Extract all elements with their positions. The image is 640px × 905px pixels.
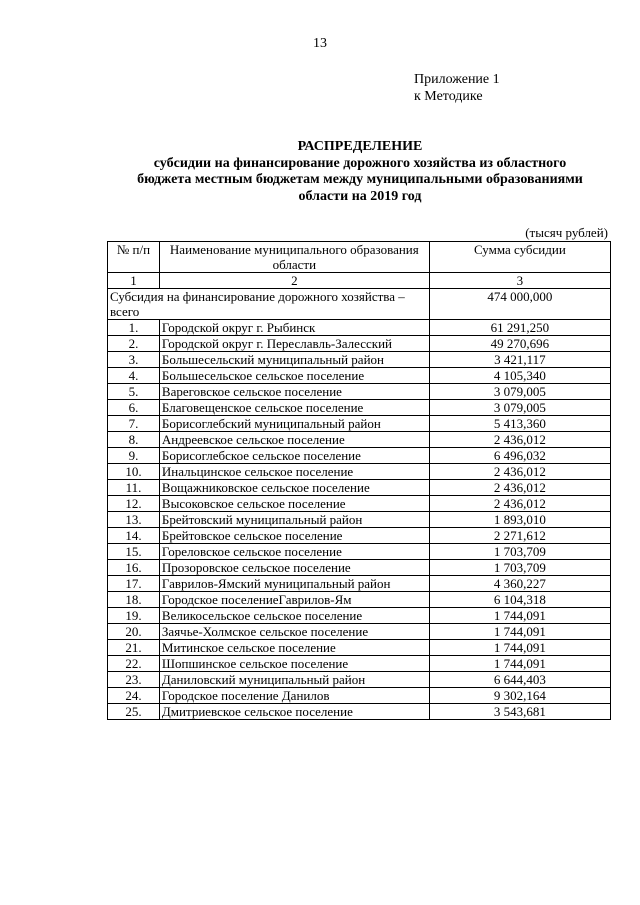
table-row	[108, 464, 611, 480]
row-sum: 3 079,005	[429, 384, 610, 400]
row-number: 10.	[108, 464, 160, 480]
table-row	[108, 480, 611, 496]
row-number: 4.	[108, 368, 160, 384]
total-label: Субсидия на финансирование дорожного хозяйства – всего	[108, 289, 430, 320]
row-name: Гаврилов-Ямский муниципальный район	[159, 576, 429, 592]
header-sum: Сумма субсидии	[429, 242, 610, 273]
row-sum: 49 270,696	[429, 336, 610, 352]
title-line-2: субсидии на финансирование дорожного хозяйства из областного	[153, 155, 567, 171]
row-number: 17.	[108, 576, 160, 592]
table-row	[108, 432, 611, 448]
table-row	[108, 576, 611, 592]
row-sum: 1 703,709	[429, 544, 610, 560]
row-sum: 2 271,612	[429, 528, 610, 544]
row-number: 3.	[108, 352, 160, 368]
row-sum: 3 079,005	[429, 400, 610, 416]
row-sum: 5 413,360	[429, 416, 610, 432]
row-name: Прозоровское сельское поселение	[159, 560, 429, 576]
row-sum: 61 291,250	[429, 320, 610, 336]
row-name: Андреевское сельское поселение	[159, 432, 429, 448]
page-number: 13	[313, 36, 327, 51]
table-row	[108, 416, 611, 432]
row-number: 22.	[108, 656, 160, 672]
row-sum: 6 104,318	[429, 592, 610, 608]
row-name: Великосельское сельское поселение	[159, 608, 429, 624]
row-sum: 9 302,164	[429, 688, 610, 704]
table-row	[108, 320, 611, 336]
title-line-1: РАСПРЕДЕЛЕНИЕ	[297, 139, 423, 154]
row-number: 6.	[108, 400, 160, 416]
row-name: Брейтовский муниципальный район	[159, 512, 429, 528]
total-sum: 474 000,000	[429, 289, 610, 320]
row-sum: 1 744,091	[429, 608, 610, 624]
total-row	[108, 289, 611, 320]
table-row	[108, 704, 611, 720]
row-number: 13.	[108, 512, 160, 528]
row-sum: 4 360,227	[429, 576, 610, 592]
row-number: 21.	[108, 640, 160, 656]
row-sum: 1 744,091	[429, 624, 610, 640]
row-name: Митинское сельское поселение	[159, 640, 429, 656]
table-row	[108, 400, 611, 416]
table-row	[108, 528, 611, 544]
row-name: Городской округ г. Рыбинск	[159, 320, 429, 336]
row-name: Даниловский муниципальный район	[159, 672, 429, 688]
table-row	[108, 496, 611, 512]
row-number: 12.	[108, 496, 160, 512]
row-sum: 2 436,012	[429, 432, 610, 448]
row-name: Заячье-Холмское сельское поселение	[159, 624, 429, 640]
row-name: Городское поселение Данилов	[159, 688, 429, 704]
row-name: Шопшинское сельское поселение	[159, 656, 429, 672]
table-row	[108, 368, 611, 384]
row-sum: 1 703,709	[429, 560, 610, 576]
table-row	[108, 544, 611, 560]
column-number: 3	[429, 273, 610, 289]
row-sum: 1 744,091	[429, 640, 610, 656]
title-line-4: области на 2019 год	[298, 188, 422, 204]
header-num: № п/п	[108, 242, 160, 273]
column-number: 1	[108, 273, 160, 289]
row-name: Вощажниковское сельское поселение	[159, 480, 429, 496]
table-row	[108, 608, 611, 624]
row-sum: 2 436,012	[429, 464, 610, 480]
row-number: 18.	[108, 592, 160, 608]
table-row	[108, 448, 611, 464]
appendix-note	[414, 71, 500, 105]
row-number: 9.	[108, 448, 160, 464]
row-number: 20.	[108, 624, 160, 640]
row-number: 15.	[108, 544, 160, 560]
row-sum: 3 543,681	[429, 704, 610, 720]
row-name: Борисоглебское сельское поселение	[159, 448, 429, 464]
row-number: 23.	[108, 672, 160, 688]
row-number: 1.	[108, 320, 160, 336]
document-title	[100, 139, 620, 205]
subsidy-table	[107, 241, 611, 720]
row-name: Городское поселениеГаврилов-Ям	[159, 592, 429, 608]
row-name: Дмитриевское сельское поселение	[159, 704, 429, 720]
row-name: Городской округ г. Переславль-Залесский	[159, 336, 429, 352]
table-row	[108, 688, 611, 704]
row-sum: 1 893,010	[429, 512, 610, 528]
row-number: 5.	[108, 384, 160, 400]
row-number: 14.	[108, 528, 160, 544]
row-sum: 3 421,117	[429, 352, 610, 368]
appendix-line-1: Приложение 1	[414, 72, 500, 87]
title-line-3: бюджета местным бюджетам между муниципальными образованиями	[137, 172, 583, 187]
row-sum: 4 105,340	[429, 368, 610, 384]
table-row	[108, 640, 611, 656]
row-name: Гореловское сельское поселение	[159, 544, 429, 560]
table-header-row	[108, 242, 611, 273]
row-sum: 6 496,032	[429, 448, 610, 464]
column-number: 2	[159, 273, 429, 289]
row-name: Брейтовское сельское поселение	[159, 528, 429, 544]
header-name: Наименование муниципального образования области	[159, 242, 429, 273]
row-number: 24.	[108, 688, 160, 704]
row-number: 8.	[108, 432, 160, 448]
row-name: Большесельское сельское поселение	[159, 368, 429, 384]
row-number: 25.	[108, 704, 160, 720]
table-row	[108, 512, 611, 528]
row-number: 11.	[108, 480, 160, 496]
table-row	[108, 384, 611, 400]
appendix-line-2: к Методике	[414, 89, 483, 104]
row-name: Высоковское сельское поселение	[159, 496, 429, 512]
row-sum: 2 436,012	[429, 496, 610, 512]
table-row	[108, 656, 611, 672]
row-sum: 1 744,091	[429, 656, 610, 672]
table-row	[108, 336, 611, 352]
row-sum: 6 644,403	[429, 672, 610, 688]
table-row	[108, 624, 611, 640]
table-row	[108, 592, 611, 608]
row-number: 2.	[108, 336, 160, 352]
row-name: Большесельский муниципальный район	[159, 352, 429, 368]
row-name: Благовещенское сельское поселение	[159, 400, 429, 416]
row-name: Вареговское сельское поселение	[159, 384, 429, 400]
column-number-row	[108, 273, 611, 289]
row-sum: 2 436,012	[429, 480, 610, 496]
units-label: (тысяч рублей)	[525, 225, 608, 240]
row-number: 19.	[108, 608, 160, 624]
row-number: 7.	[108, 416, 160, 432]
row-number: 16.	[108, 560, 160, 576]
table-row	[108, 560, 611, 576]
row-name: Инальцинское сельское поселение	[159, 464, 429, 480]
table-row	[108, 672, 611, 688]
row-name: Борисоглебский муниципальный район	[159, 416, 429, 432]
table-row	[108, 352, 611, 368]
